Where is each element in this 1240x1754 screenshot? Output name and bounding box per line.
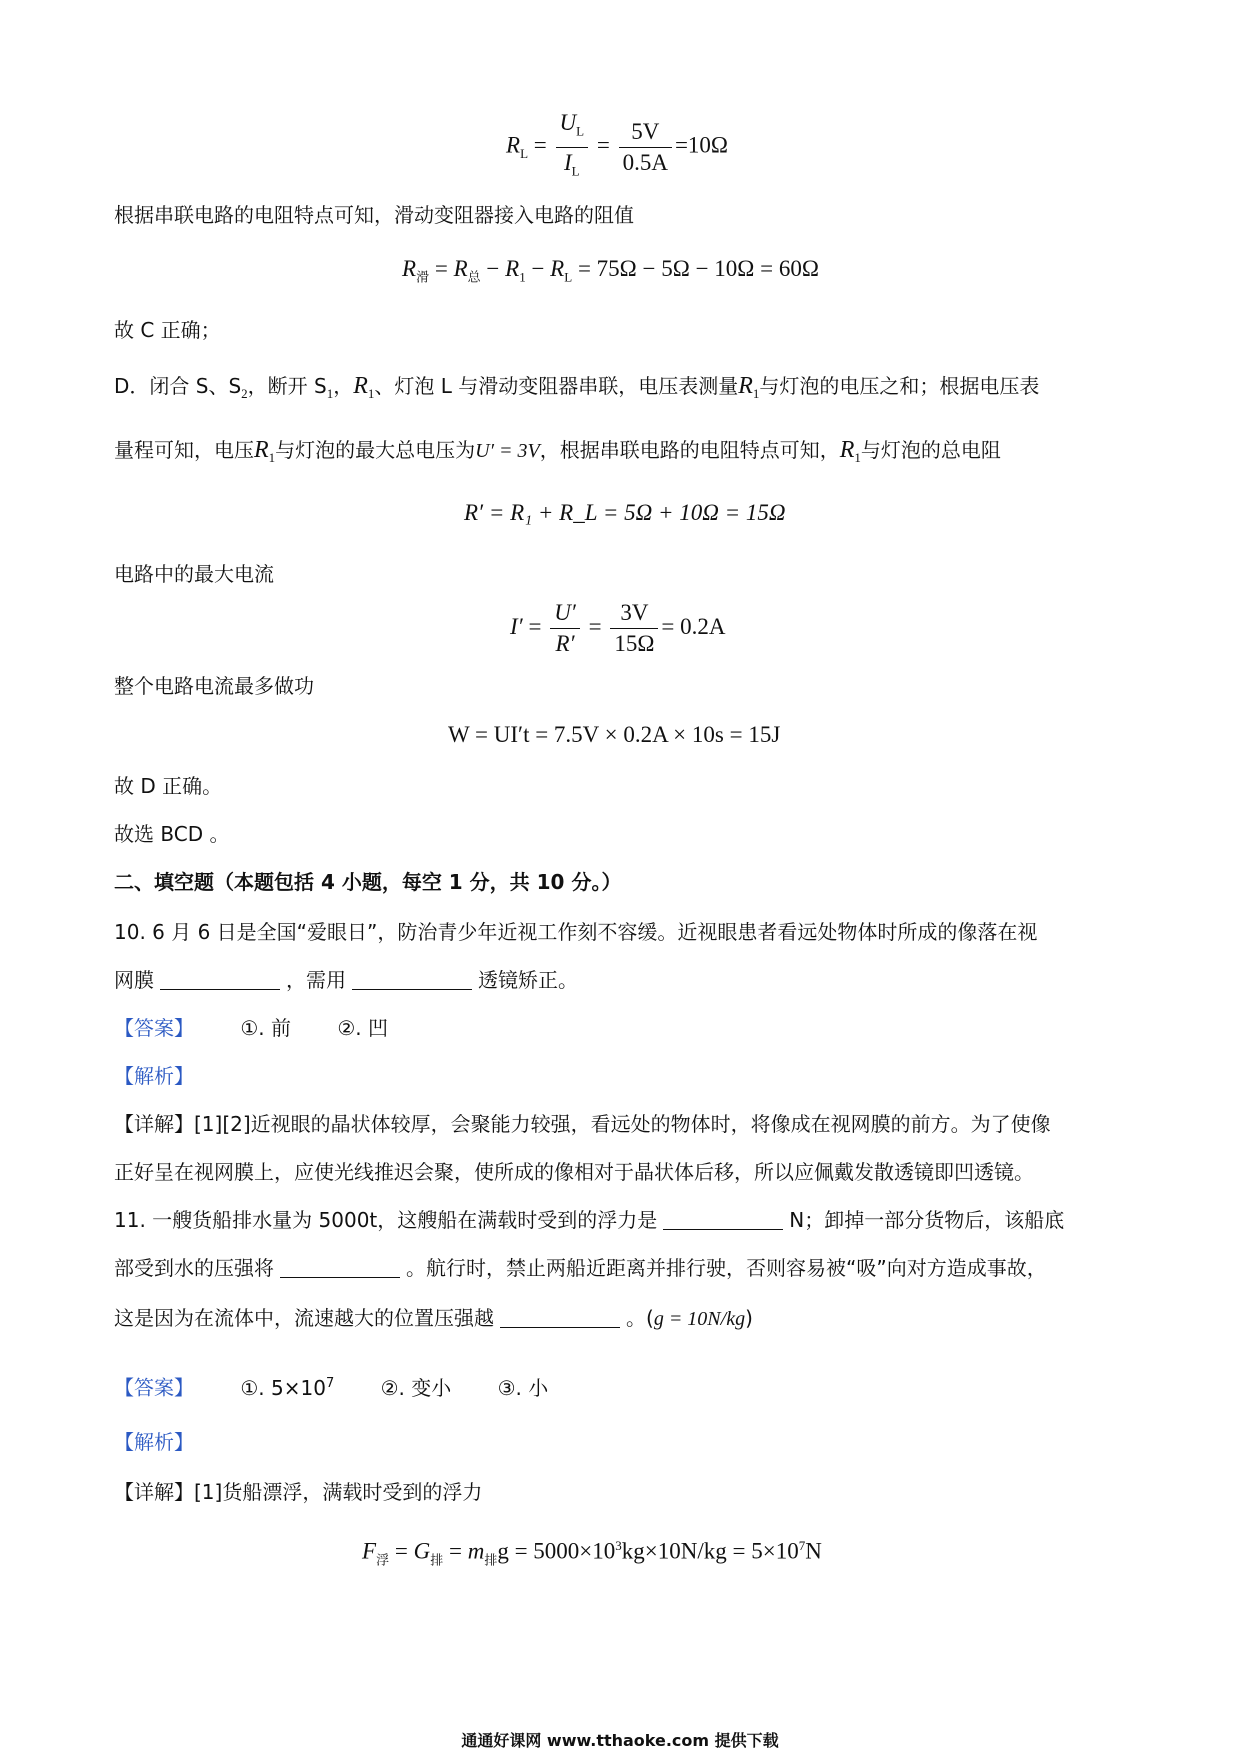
eq-sub: 滑 bbox=[416, 269, 430, 285]
text-run: 网膜 bbox=[114, 968, 154, 992]
question-11 bbox=[114, 1206, 1064, 1234]
answer-line bbox=[114, 1014, 388, 1042]
analysis-tag bbox=[114, 1428, 194, 1456]
eq-num: U′ bbox=[550, 598, 580, 629]
detail-line bbox=[114, 1110, 1051, 1138]
text-run: 。航行时，禁止两船近距离并排行驶，否则容易被“吸”向对方造成事故， bbox=[406, 1256, 1047, 1280]
eq-sub: L bbox=[576, 123, 585, 139]
eq-den: 15Ω bbox=[614, 631, 655, 656]
eq-result: =10Ω bbox=[674, 132, 729, 158]
eq-tail: = 75Ω − 5Ω − 10Ω = 60Ω bbox=[577, 256, 819, 281]
eq-sub: 排 bbox=[484, 1552, 498, 1568]
text-run: 与灯泡的电压之和；根据电压表 bbox=[759, 374, 1040, 398]
text-run: ) bbox=[745, 1306, 753, 1330]
text-run: 11. 一艘货船排水量为 5000t，这艘船在满载时受到的浮力是 bbox=[114, 1208, 658, 1232]
analysis-tag bbox=[114, 1062, 194, 1090]
answer-tag: 【答案】 bbox=[114, 1375, 194, 1400]
eq-sub: 浮 bbox=[376, 1552, 390, 1568]
question-11-line2 bbox=[114, 1254, 1047, 1282]
equation-f: $F_浮 = G_排 = m_排g = 5000\times 10^3kg\times 10N/kg = 5\times 10^7N$ bbox=[362, 1538, 822, 1568]
text-run: ，根据串联电路的电阻特点可知， bbox=[539, 438, 840, 462]
equation-rl: $R_L$ = $\frac{U_L}{I_L}$ = $\frac{5V}{0.5A}$ =10Ω bbox=[506, 108, 728, 186]
analysis-label: 【解析】 bbox=[114, 1064, 194, 1088]
text-run: 部受到水的压强将 bbox=[114, 1256, 274, 1280]
section-title: 二、填空题（本题包括 4 小题，每空 1 分，共 10 分。） bbox=[114, 870, 622, 894]
text-run: ，断开 S bbox=[247, 374, 327, 398]
text-run: 。( bbox=[626, 1306, 654, 1330]
eq-sub: L bbox=[571, 163, 580, 179]
eq-tail: N bbox=[805, 1538, 822, 1564]
eq-line: W = UI′t = 7.5V × 0.2A × 10s = 15J bbox=[448, 722, 781, 747]
eq-sub: L bbox=[520, 145, 529, 161]
equation-rprime bbox=[464, 500, 786, 526]
eq-var: R bbox=[506, 132, 521, 158]
fraction bbox=[550, 598, 580, 659]
detail-text: [1]货船漂浮，满载时受到的浮力 bbox=[194, 1480, 483, 1504]
answer-item: ①. 5×10 bbox=[240, 1375, 326, 1400]
answer-blank[interactable] bbox=[352, 969, 472, 990]
text-run: N；卸掉一部分货物后，该船底 bbox=[789, 1208, 1065, 1232]
paragraph: 根据串联电路的电阻特点可知，滑动变阻器接入电路的阻值 bbox=[114, 203, 634, 227]
text-run: 与灯泡的总电阻 bbox=[860, 438, 1001, 462]
text-run: 量程可知，电压 bbox=[114, 438, 254, 462]
eq-den: R′ bbox=[555, 631, 575, 656]
text-run: 透镜矫正。 bbox=[478, 968, 578, 992]
text-run: 与灯泡的最大总电压为 bbox=[275, 438, 476, 462]
answer-item: ③. 小 bbox=[497, 1375, 549, 1400]
paragraph-d2: 量程可知，电压$R_1$与灯泡的最大总电压为U′ = 3V，根据串联电路的电阻特点可知，$R_1$与灯泡的总电阻 bbox=[114, 437, 1001, 465]
eq-line: R′ = R₁ + R_L = 5Ω + 10Ω = 15Ω bbox=[464, 500, 786, 525]
equation-slide: $R_滑 = R_总 - R_1 - R_L = 75\Omega - 5\Omega - 10\Omega = 60\Omega$ bbox=[402, 256, 819, 285]
eq-sub: 排 bbox=[430, 1552, 444, 1568]
equation-w bbox=[448, 722, 780, 748]
fraction bbox=[610, 598, 658, 659]
paragraph-d: D．闭合 S、$S_2$，断开 $S_1$，$R_1$、灯泡 L 与滑动变阻器串联，电压表测量$R_1$与灯泡的电压之和；根据电压表 bbox=[114, 373, 1040, 401]
detail-line-2: 正好呈在视网膜上，应使光线推迟会聚，使所成的像相对于晶状体后移，所以应佩戴发散透镜即凹透镜。 bbox=[114, 1160, 1034, 1184]
text-run: 这是因为在流体中，流速越大的位置压强越 bbox=[114, 1306, 494, 1330]
eq-var: I′ bbox=[510, 613, 523, 639]
detail-tag: 【详解】 bbox=[114, 1480, 194, 1504]
eq-exp: 3 bbox=[615, 1538, 622, 1553]
detail-tag: 【详解】 bbox=[114, 1112, 194, 1136]
paragraph: 电路中的最大电流 bbox=[114, 562, 274, 586]
eq-inline: g = 10N/kg bbox=[653, 1308, 746, 1330]
text-run: ，需用 bbox=[286, 968, 346, 992]
answer-blank[interactable] bbox=[280, 1257, 400, 1278]
eq-num: 5V bbox=[619, 117, 672, 148]
question-11-line3 bbox=[114, 1304, 753, 1333]
eq-var: I bbox=[563, 149, 572, 175]
answer-blank[interactable] bbox=[500, 1307, 620, 1328]
eq-result: = 0.2A bbox=[661, 613, 726, 639]
answer-item: ①. 前 bbox=[240, 1016, 292, 1040]
eq-tail: g = 5000×10 bbox=[497, 1538, 616, 1564]
text-run: ， bbox=[333, 374, 354, 398]
answer-tag: 【答案】 bbox=[114, 1016, 194, 1040]
fraction bbox=[556, 108, 589, 186]
text-run: D．闭合 S、S bbox=[114, 374, 242, 398]
eq-den: 0.5A bbox=[622, 149, 668, 175]
paragraph: 故 D 正确。 bbox=[114, 774, 223, 798]
detail-line bbox=[114, 1478, 482, 1506]
eq-var: U bbox=[559, 110, 577, 135]
equation-iprime: I′ = $\frac{U'}{R'}$ = $\frac{3V}{15\Omega}$ = 0.2A bbox=[510, 598, 726, 659]
eq-num: 3V bbox=[610, 598, 658, 629]
eq-sub: 总 bbox=[467, 269, 481, 285]
eq-tail: kg×10N/kg = 5×10 bbox=[621, 1538, 799, 1564]
analysis-label: 【解析】 bbox=[114, 1430, 194, 1454]
answer-item: ②. 凹 bbox=[337, 1016, 389, 1040]
answer-blank[interactable] bbox=[663, 1209, 783, 1230]
detail-text: [1][2]近视眼的晶状体较厚，会聚能力较强，看远处的物体时，将像成在视网膜的前方。为了使像 bbox=[194, 1112, 1051, 1136]
paragraph: 整个电路电流最多做功 bbox=[114, 674, 314, 698]
question-10-line2 bbox=[114, 966, 578, 994]
fraction bbox=[619, 117, 672, 178]
eq-inline: U′ = 3V bbox=[475, 440, 540, 462]
eq-exp: 7 bbox=[798, 1538, 806, 1553]
text-run: 、灯泡 L 与滑动变阻器串联，电压表测量 bbox=[374, 374, 739, 398]
answer-item: ②. 变小 bbox=[380, 1375, 452, 1400]
answer-line bbox=[114, 1370, 548, 1402]
answer-blank[interactable] bbox=[160, 969, 280, 990]
paragraph: 故选 BCD 。 bbox=[114, 822, 230, 846]
footer: 通通好课网 www.tthaoke.com 提供下载 bbox=[461, 1731, 779, 1750]
paragraph: 故 C 正确； bbox=[114, 318, 221, 342]
answer-exp: 7 bbox=[325, 1376, 335, 1391]
question-10: 10. 6 月 6 日是全国“爱眼日”，防治青少年近视工作刻不容缓。近视眼患者看远处物体时所成的像落在视 bbox=[114, 920, 1038, 944]
